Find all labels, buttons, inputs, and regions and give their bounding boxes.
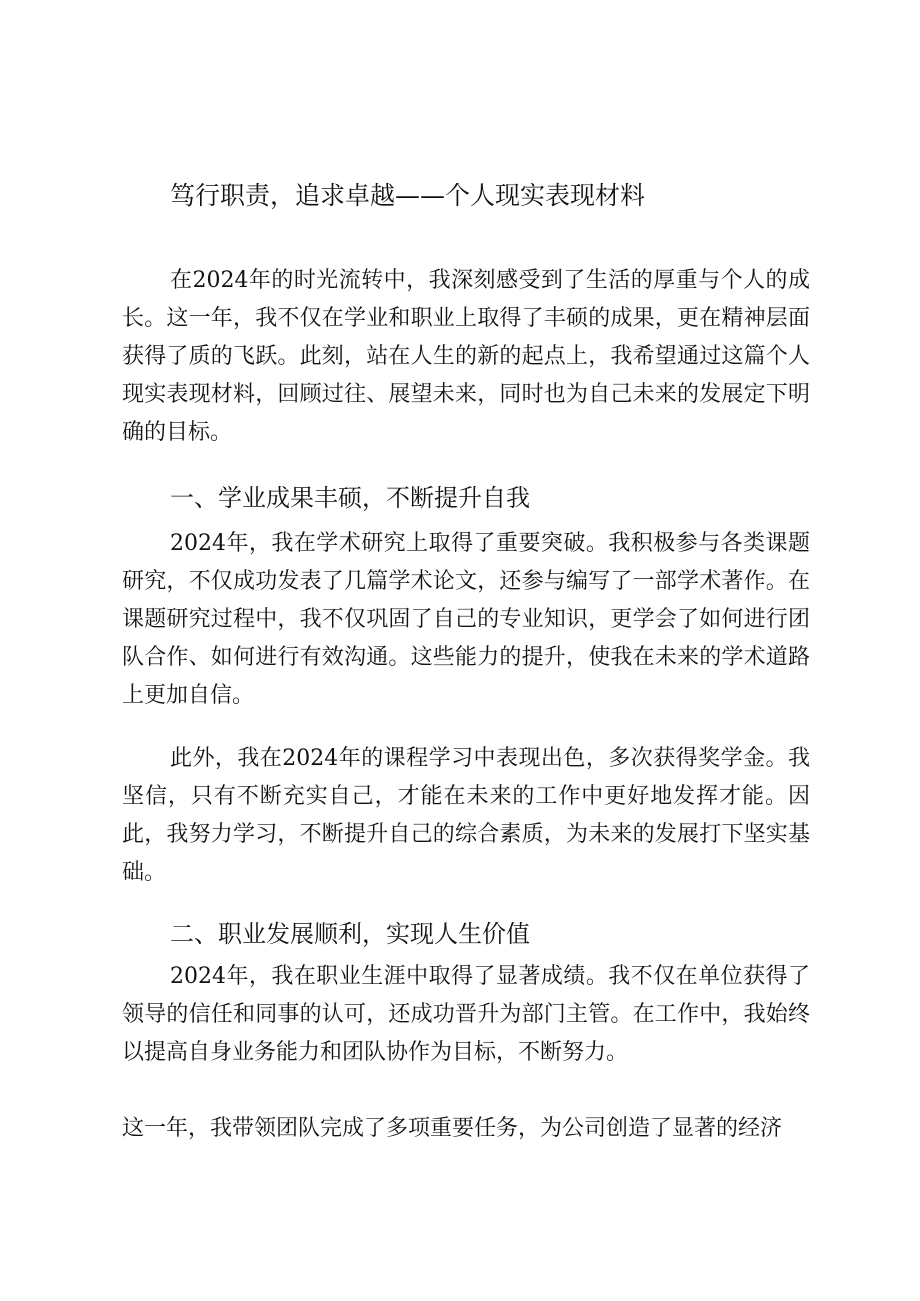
section1-paragraph-1: 2024年，我在学术研究上取得了重要突破。我积极参与各类课题研究，不仅成功发表了几篇学术论文，还参与编写了一部学术著作。在课题研究过程中，我不仅巩固了自己的专业知识，更学会了如何进行团队合作、如何进行有效沟通。这些能力的提升，使我在未来的学术道路上更加自信。 (122, 531, 810, 708)
section2-paragraph-1: 2024年，我在职业生涯中取得了显著成绩。我不仅在单位获得了领导的信任和同事的认可，还成功晋升为部门主管。在工作中，我始终以提高自身业务能力和团队协作为目标，不断努力。 (122, 964, 810, 1065)
section-heading-2: 二、职业发展顺利，实现人生价值 (170, 920, 530, 948)
section-heading-1: 一、学业成果丰硕，不断提升自我 (170, 484, 530, 512)
section1-paragraph-2: 此外，我在2024年的课程学习中表现出色，多次获得奖学金。我坚信，只有不断充实自己，才能在未来的工作中更好地发挥才能。因此，我努力学习，不断提升自己的综合素质，为未来的发展打下坚实基础。 (122, 746, 810, 885)
document-title: 笃行职责，追求卓越——个人现实表现材料 (170, 181, 646, 210)
intro-paragraph: 在2024年的时光流转中，我深刻感受到了生活的厚重与个人的成长。这一年，我不仅在学业和职业上取得了丰硕的成果，更在精神层面获得了质的飞跃。此刻，站在人生的新的起点上，我希望通过这篇个人现实表现材料，回顾过往、展望未来，同时也为自己未来的发展定下明确的目标。 (122, 268, 810, 445)
section2-paragraph-2: 这一年，我带领团队完成了多项重要任务，为公司创造了显著的经济 (122, 1116, 783, 1141)
